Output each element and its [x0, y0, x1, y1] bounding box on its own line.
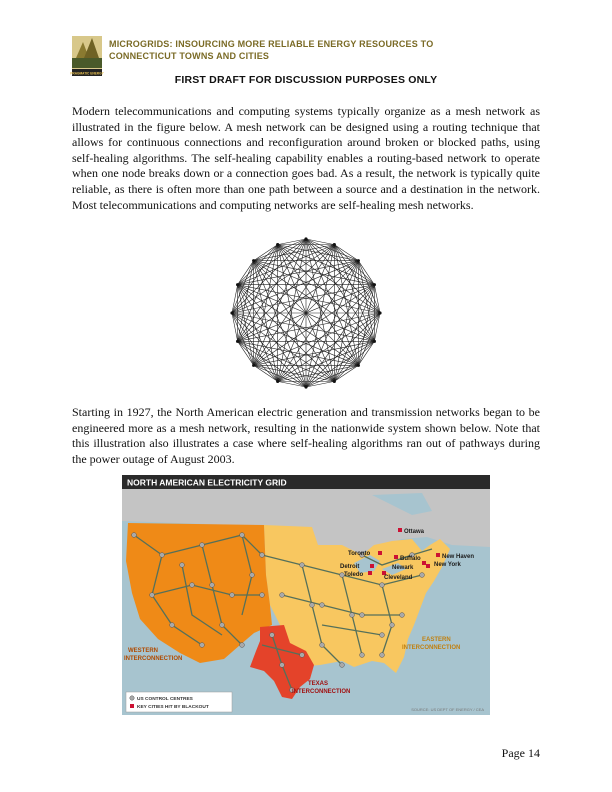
electricity-grid-map	[122, 475, 490, 715]
title-line-2: CONNECTICUT TOWNS AND CITIES	[109, 51, 270, 61]
paragraph-electric-grid: Starting in 1927, the North American electric generation and transmission networks began to be engineered more as a mesh network, resulting in the nationwide system shown below. Note that this illustration also illustrates a case where self-healing algorithms ran out of pathways during the power outage of August 2003.	[72, 405, 540, 466]
mesh-node	[236, 283, 239, 286]
mesh-node	[276, 243, 279, 246]
legend-control-centres: US CONTROL CENTRES	[137, 697, 193, 702]
title-line-1: MICROGRIDS: INSOURCING MORE RELIABLE ENERGY RESOURCES TO	[109, 39, 434, 49]
texas-label-2: INTERCONNECTION	[292, 689, 351, 695]
mesh-node	[304, 237, 307, 240]
mesh-node	[333, 380, 336, 383]
city-new-york: New York	[434, 562, 461, 568]
map-title: NORTH AMERICAN ELECTRICITY GRID	[127, 477, 287, 488]
city-buffalo: Buffalo	[400, 556, 421, 562]
city-detroit: Detroit	[340, 564, 360, 570]
mesh-node	[378, 311, 381, 314]
eastern-label-2: INTERCONNECTION	[402, 645, 461, 651]
draft-notice: FIRST DRAFT FOR DISCUSSION PURPOSES ONLY	[174, 74, 438, 86]
page-number: Page 14	[501, 746, 540, 760]
legend-key-cities: KEY CITIES HIT BY BLACKOUT	[137, 705, 209, 710]
texas-label-1: TEXAS	[308, 681, 329, 687]
city-newark: Newark	[392, 565, 414, 571]
mesh-node	[373, 340, 376, 343]
company-logo	[72, 36, 102, 76]
logo-text: PRAGMATIC ENERGY	[70, 71, 104, 76]
mesh-node	[333, 243, 336, 246]
eastern-label-1: EASTERN	[422, 637, 451, 643]
western-label-1: WESTERN	[128, 648, 158, 654]
mesh-node	[230, 311, 233, 314]
mesh-node	[252, 259, 255, 262]
city-cleveland: Cleveland	[384, 575, 413, 581]
document-title	[109, 38, 549, 62]
city-ottawa: Ottawa	[404, 529, 425, 535]
western-label-2: INTERCONNECTION	[124, 656, 183, 662]
mesh-node	[357, 259, 360, 262]
mesh-node	[276, 380, 279, 383]
city-toledo: Toledo	[344, 572, 364, 578]
paragraph-mesh-network: Modern telecommunications and computing systems typically organize as a mesh network as illustrated in the figure below. A mesh network can be designed using a routing technique that allows for continuous connections and reconfiguration around broken or blocked paths, using self-healing algorithms. The self-healing capability enables a routing-based network to operate when one node breaks down or a connection goes bad. As a result, the network is typically quite reliable, as there is often more than one path between a source and a destination in the network. Most telecommunications and computing networks are self-healing mesh networks.	[72, 104, 540, 212]
mesh-node	[236, 340, 239, 343]
mesh-network-diagram	[226, 233, 386, 393]
mesh-node	[357, 364, 360, 367]
map-legend	[126, 692, 232, 712]
map-source: SOURCE: US DEPT OF ENERGY / CEA	[411, 707, 484, 712]
city-new-haven: New Haven	[442, 554, 475, 560]
mesh-node	[252, 364, 255, 367]
mesh-node	[304, 385, 307, 388]
mesh-node	[373, 283, 376, 286]
city-toronto: Toronto	[348, 551, 371, 557]
